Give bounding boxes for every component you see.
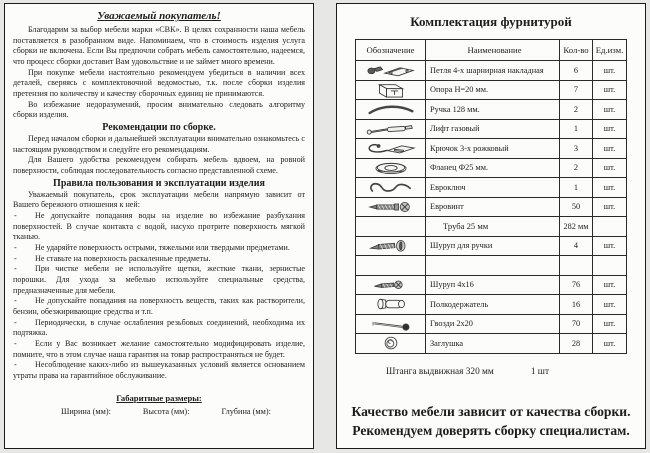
- table-row: [356, 217, 627, 237]
- item-unit: [593, 217, 627, 237]
- item-name: Фланец Ф25 мм.: [426, 158, 560, 178]
- item-name: Опора Н=20 мм.: [426, 80, 560, 100]
- care-rule-text: Не ставьте на поверхность раскаленные предметы.: [35, 253, 211, 263]
- item-unit: шт.: [593, 119, 627, 139]
- bullet-marker: -: [14, 296, 17, 306]
- extendable-rod-note: [386, 367, 645, 377]
- col-header-qty: Кол-во: [560, 40, 593, 61]
- item-unit: шт.: [593, 80, 627, 100]
- intro-paragraph: Благодарим за выбор мебели марки «СВК». В целях сохранности наша мебель поставляется в разобранном виде. Напоминаем, что в стоимость изделия услуга сборки не включена. Если Вы предпочли собрать мебель самостоятельно, надеемся, что процесс сборки доставит Вам удовольствие и не займет много времени.: [13, 25, 305, 67]
- nail-icon: [356, 314, 426, 334]
- care-rule: [13, 360, 305, 381]
- item-unit: шт.: [593, 158, 627, 178]
- table-row: [356, 334, 627, 354]
- table-row: [356, 256, 627, 276]
- col-header-name: Наименование: [426, 40, 560, 61]
- care-rule-text: Не допускайте попадания на поверхность веществ, таких как растворители, бензин, обезжиривающие средства и т.п.: [13, 296, 305, 317]
- item-qty: 1: [560, 119, 593, 139]
- table-row: [356, 158, 627, 178]
- bullet-marker: -: [14, 264, 17, 274]
- item-unit: шт.: [593, 314, 627, 334]
- bullet-marker: -: [14, 360, 17, 370]
- care-rule-text: При чистке мебели не используйте щетки, жесткие ткани, зернистые порошки. Для ухода за мебелью используйте специальные средства, предназначенные для мебели.: [13, 264, 305, 295]
- rod-note-text: Штанга выдвижная 320 мм: [386, 366, 494, 377]
- item-unit: шт.: [593, 275, 627, 295]
- assembly-heading: Рекомендации по сборке.: [102, 122, 216, 134]
- intro-paragraph: При покупке мебели настоятельно рекомендуем убедиться в наличии всех деталей, сверяясь с комплектовочной ведомостью, т.к. после сборки изделия претензия по количеству и качеству сборочных единиц не принимаются.: [13, 67, 305, 99]
- table-row: [356, 100, 627, 120]
- care-rule-text: Не ударяйте поверхность острыми, тяжелыми или твердыми предметами.: [35, 243, 290, 253]
- item-name: Шуруп для ручки: [426, 236, 560, 256]
- rules-intro: Уважаемый покупатель, срок эксплуатации мебели напрямую зависит от Вашего бережного отношения к ней:: [13, 189, 305, 210]
- item-name: Евроключ: [426, 178, 560, 198]
- handle-icon: [356, 100, 426, 120]
- col-header-unit: Ед.изм.: [593, 40, 627, 61]
- item-name: Труба 25 мм: [426, 217, 560, 237]
- table-row: [356, 236, 627, 256]
- quality-line-2: Рекомендуем доверять сборку специалистам.: [352, 422, 630, 438]
- dimensions-heading: Габаритные размеры:: [116, 392, 202, 403]
- empty-cell: [356, 217, 426, 237]
- empty-cell: [356, 256, 426, 276]
- col-header-designation: Обозначение: [356, 40, 426, 61]
- care-rule-text: Периодически, в случае ослабления резьбовых соединений, необходима их подтяжка.: [13, 317, 305, 338]
- table-row: [356, 275, 627, 295]
- assembly-paragraph: Перед началом сборки и дальнейшей эксплуатации внимательно ознакомьтесь с настоящим руководством и следуйте его рекомендациям.: [13, 134, 305, 154]
- table-row: [356, 119, 627, 139]
- width-label: Ширина (мм):: [61, 406, 111, 416]
- small-screw-icon: [356, 275, 426, 295]
- item-unit: [593, 256, 627, 276]
- cap-icon: [356, 334, 426, 354]
- item-qty: [560, 256, 593, 276]
- item-qty: 28: [560, 334, 593, 354]
- height-label: Высота (мм):: [142, 406, 190, 416]
- care-rule: [13, 243, 305, 254]
- item-unit: шт.: [593, 236, 627, 256]
- item-qty: 76: [560, 275, 593, 295]
- item-qty: 4: [560, 236, 593, 256]
- table-row: [356, 314, 627, 334]
- item-unit: шт.: [593, 139, 627, 159]
- item-unit: шт.: [593, 197, 627, 217]
- gas-lift-icon: [356, 119, 426, 139]
- item-unit: шт.: [593, 295, 627, 315]
- hardware-table-body: [356, 61, 627, 354]
- hardware-table: [355, 39, 627, 354]
- item-name: Евровинт: [426, 197, 560, 217]
- item-name: Петля 4-х шарнирная накладная: [426, 61, 560, 81]
- bullet-marker: -: [14, 253, 17, 263]
- right-page: [336, 3, 646, 449]
- bullet-marker: -: [14, 211, 17, 221]
- item-name: Ручка 128 мм.: [426, 100, 560, 120]
- item-qty: 282 мм: [560, 217, 593, 237]
- item-name: Заглушка: [426, 334, 560, 354]
- depth-label: Глубина (мм):: [221, 406, 271, 416]
- page-title: Уважаемый покупатель!: [97, 10, 221, 22]
- table-row: [356, 197, 627, 217]
- quality-statement: [337, 402, 645, 441]
- shelf-pin-icon: [356, 295, 426, 315]
- item-qty: 50: [560, 197, 593, 217]
- item-qty: 70: [560, 314, 593, 334]
- rod-note-qty: 1 шт: [530, 366, 550, 377]
- item-qty: 1: [560, 178, 593, 198]
- care-rule-text: Не допускайте попадания воды на изделие во избежание разбухания поверхностей. В случае контакта с водой, насухо протрите поверхность мягкой тканью.: [13, 211, 305, 242]
- item-qty: 2: [560, 100, 593, 120]
- item-name: Полкодержатель: [426, 295, 560, 315]
- care-rule-text: Несоблюдение каких-либо из вышеуказанных условий является основанием утраты права на гарантийное обслуживание.: [13, 360, 305, 381]
- table-row: [356, 61, 627, 81]
- table-row: [356, 178, 627, 198]
- table-row: [356, 295, 627, 315]
- care-rule-text: Если у Вас возникает желание самостоятельно модифицировать изделие, помните, что в этом случае наша гарантия на товар распространяться не будет.: [13, 339, 305, 359]
- bullet-marker: -: [14, 317, 17, 327]
- flange-icon: [356, 158, 426, 178]
- item-name: Лифт газовый: [426, 119, 560, 139]
- hook-icon: [356, 139, 426, 159]
- item-unit: шт.: [593, 61, 627, 81]
- item-name: [426, 256, 560, 276]
- hardware-title: Комплектация фурнитурой: [410, 14, 572, 29]
- hinge-icon: [356, 61, 426, 81]
- item-qty: 3: [560, 139, 593, 159]
- item-qty: 6: [560, 61, 593, 81]
- hex-key-icon: [356, 178, 426, 198]
- item-unit: шт.: [593, 178, 627, 198]
- item-name: Крючок 3-х рожковый: [426, 139, 560, 159]
- care-rule: [13, 264, 305, 296]
- table-row: [356, 139, 627, 159]
- item-unit: шт.: [593, 100, 627, 120]
- item-qty: 7: [560, 80, 593, 100]
- left-page: [4, 3, 314, 449]
- item-unit: шт.: [593, 334, 627, 354]
- care-rule: [13, 339, 305, 360]
- bullet-marker: -: [14, 339, 17, 349]
- rules-heading: Правила пользования и эксплуатации изделия: [53, 177, 265, 189]
- care-rule: [13, 254, 305, 265]
- care-rule: [13, 296, 305, 317]
- euro-screw-icon: [356, 197, 426, 217]
- bullet-marker: -: [14, 243, 17, 253]
- care-rule: [13, 318, 305, 339]
- intro-paragraph: Во избежание недоразумений, просим внимательно следовать алгоритму сборки изделия.: [13, 99, 305, 120]
- foot-icon: [356, 80, 426, 100]
- table-row: [356, 80, 627, 100]
- item-name: Шуруп 4х16: [426, 275, 560, 295]
- table-header-row: [356, 40, 627, 61]
- item-name: Гвозди 2х20: [426, 314, 560, 334]
- quality-line-1: Качество мебели зависит от качества сборки.: [351, 403, 631, 419]
- dimensions-row: [13, 403, 305, 416]
- care-rules-list: [13, 211, 305, 382]
- item-qty: 16: [560, 295, 593, 315]
- item-qty: 2: [560, 158, 593, 178]
- handle-screw-icon: [356, 236, 426, 256]
- assembly-paragraph: Для Вашего удобства рекомендуем собирать мебель вдвоем, на ровной поверхности, соблюдая последовательность согласно представленной схеме.: [13, 155, 305, 176]
- care-rule: [13, 211, 305, 243]
